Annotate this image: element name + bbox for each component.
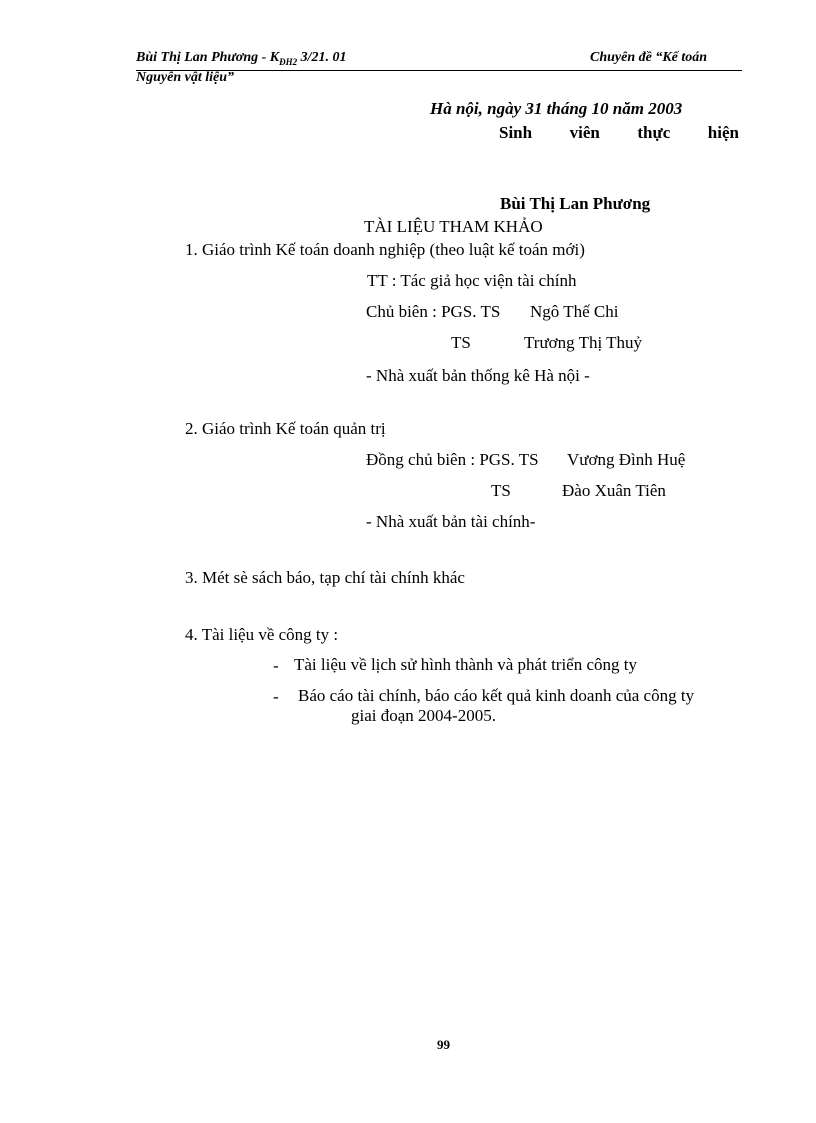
- reference-2-coeditor-label: TS: [491, 481, 511, 500]
- reference-1-publisher: - Nhà xuất bản thống kê Hà nội -: [366, 366, 590, 385]
- reference-2-editor-label: Đồng chủ biên : PGS. TS: [366, 450, 539, 469]
- signature-role: [499, 123, 739, 143]
- reference-2-coeditor-name: Đào Xuân Tiên: [562, 481, 666, 500]
- reference-4-bullet-2-continuation: giai đoạn 2004-2005.: [351, 706, 496, 725]
- reference-2-heading: 2. Giáo trình Kế toán quản trị: [185, 419, 386, 438]
- signature-role-word: hiện: [707, 123, 739, 142]
- header-class-code: 3/21. 01: [297, 50, 347, 65]
- header-author: Bùi Thị Lan Phương - K: [136, 50, 280, 65]
- header-topic: Chuyên đề “Kế toán: [590, 50, 708, 65]
- header-class-subscript: ĐH2: [279, 56, 298, 67]
- signature-role-word: thực: [637, 123, 671, 142]
- header-author-class: [136, 50, 347, 67]
- references-title: TÀI LIỆU THAM KHẢO: [364, 217, 543, 236]
- signature-name: Bùi Thị Lan Phương: [500, 194, 651, 213]
- reference-1-coeditor-name: Trương Thị Thuỷ: [524, 333, 643, 352]
- date-line: Hà nội, ngày 31 tháng 10 năm 2003: [430, 99, 683, 118]
- reference-1-author: TT : Tác giả học viện tài chính: [367, 271, 577, 290]
- signature-role-word: viên: [569, 123, 600, 142]
- bullet-dash: -: [273, 656, 279, 675]
- reference-3-heading: 3. Mét sè sách báo, tạp chí tài chính khác: [185, 568, 465, 587]
- reference-1-editor-label: Chủ biên : PGS. TS: [366, 302, 501, 321]
- signature-role-word: Sinh: [499, 123, 533, 142]
- reference-2-editor-name: Vương Đình Huệ: [567, 450, 686, 469]
- reference-1-heading: 1. Giáo trình Kế toán doanh nghiệp (theo luật kế toán mới): [185, 240, 585, 259]
- reference-4-bullet-2: Báo cáo tài chính, báo cáo kết quả kinh doanh của công ty: [298, 686, 695, 705]
- page-number: 99: [437, 1037, 450, 1052]
- reference-4-bullet-1: Tài liệu về lịch sử hình thành và phát triển công ty: [294, 655, 637, 674]
- bullet-dash: -: [273, 687, 279, 706]
- reference-2-publisher: - Nhà xuất bản tài chính-: [366, 512, 536, 531]
- header-topic-continued: Nguyên vật liệu”: [136, 70, 234, 85]
- reference-4-heading: 4. Tài liệu về công ty :: [185, 625, 339, 644]
- reference-1-coeditor-label: TS: [451, 333, 471, 352]
- reference-1-editor-name: Ngô Thế Chi: [530, 302, 619, 321]
